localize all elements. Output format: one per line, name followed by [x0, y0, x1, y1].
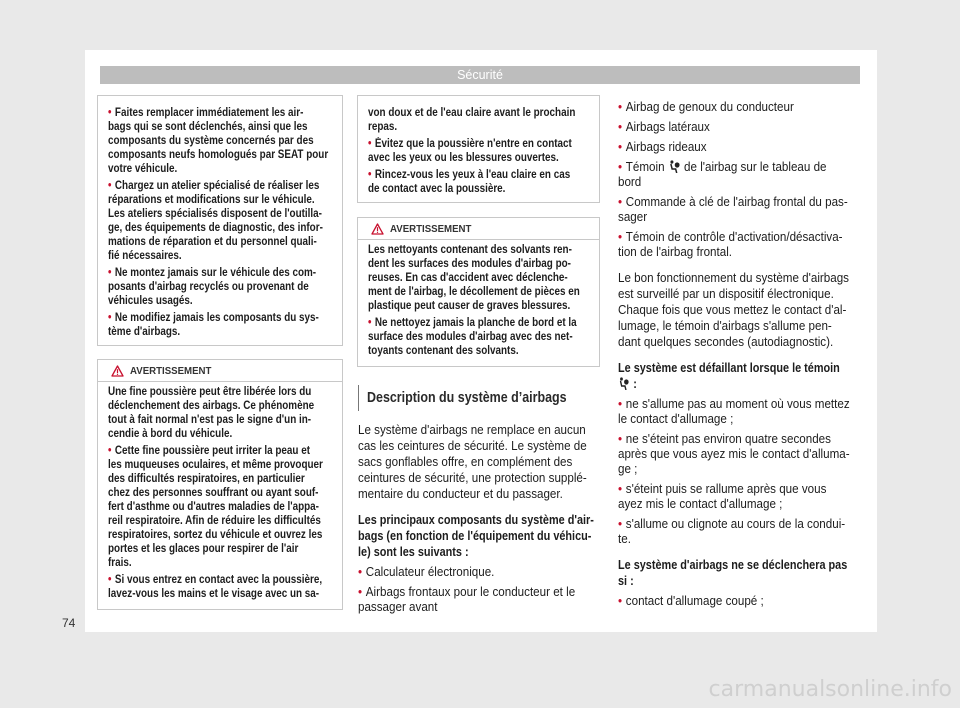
text-segment: Le système d'airbags ne remplace en aucun: [358, 423, 586, 437]
text-line: [358, 454, 583, 470]
text-segment: Faites remplacer immédiatement les air-: [114, 107, 304, 119]
bullet-icon: •: [108, 312, 112, 324]
text-segment: ceintures de sécurité, une protection supplé-: [358, 471, 587, 485]
bullet-icon: •: [618, 140, 623, 154]
text-line: [368, 299, 571, 313]
watermark: carmanualsonline.info: [708, 677, 952, 702]
text-segment: Évitez que la poussière n'entre en contact: [374, 138, 572, 150]
text-segment: te.: [618, 532, 631, 546]
bullet-item: [618, 230, 863, 260]
text-line: [618, 120, 846, 135]
text-line: [368, 344, 560, 358]
text-line: [368, 151, 560, 165]
text-segment: véhicules usagés.: [108, 295, 193, 307]
bullet-item: [108, 311, 334, 339]
text-segment: Chargez un atelier spécialisé de réaliser les: [114, 180, 320, 192]
text-line: [358, 585, 583, 600]
text-line: [618, 270, 850, 286]
bullet-item: [618, 195, 863, 225]
bullet-icon: •: [618, 397, 623, 411]
text-line: [618, 334, 846, 350]
text-segment: si :: [618, 574, 634, 588]
warning-header: [98, 360, 342, 382]
text-segment: bord: [618, 175, 642, 189]
text-segment: mations de réparation et du personnel quali-: [108, 236, 317, 248]
text-segment: ment de l'airbag, le décollement de pièces en: [368, 286, 580, 298]
text-line: [108, 280, 309, 294]
warning-label: AVERTISSEMENT: [130, 364, 212, 377]
text-line: [108, 207, 322, 221]
warning-triangle-icon: [111, 365, 124, 377]
text-segment: :: [630, 377, 637, 391]
warning-header: [358, 218, 599, 240]
bullet-icon: •: [358, 585, 363, 599]
text-segment: bags qui se sont déclenchés, ainsi que les: [108, 121, 308, 133]
text-segment: ayez mis le contact d'allumage ;: [618, 497, 783, 511]
text-line: [618, 462, 846, 477]
text-line: [618, 482, 846, 497]
chapter-title: Sécurité: [457, 68, 503, 82]
text-line: [618, 432, 846, 447]
text-segment: portes et les glaces pour respirer de l'air: [108, 543, 299, 555]
text-line: [368, 182, 560, 196]
bullet-icon: •: [618, 195, 623, 209]
text-line: [108, 221, 323, 235]
bullet-item: [618, 517, 863, 547]
bullet-item: [618, 120, 863, 135]
bullet-icon: •: [108, 180, 112, 192]
bullet-icon: •: [618, 517, 623, 531]
text-segment: Témoin: [625, 160, 668, 174]
text-line: [618, 360, 840, 376]
paragraph: [358, 422, 600, 502]
text-line: [108, 573, 323, 587]
text-segment: chez des personnes souffrant ou ayant souf-: [108, 487, 319, 499]
bullet-item: [618, 397, 863, 427]
text-segment: Airbags frontaux pour le conducteur et le: [365, 585, 576, 599]
text-line: [618, 412, 846, 427]
text-segment: surface des modules d'airbag avec des net-: [368, 331, 573, 343]
bullet-item: [618, 100, 863, 115]
text-segment: Airbags latéraux: [625, 120, 710, 134]
text-segment: Les principaux composants du système d'air-: [358, 513, 594, 527]
warning-box: [357, 217, 600, 367]
text-line: [368, 330, 573, 344]
bullet-item: [358, 565, 600, 580]
text-line: [618, 557, 848, 573]
text-line: [368, 106, 576, 120]
text-line: [108, 542, 302, 556]
text-segment: composants du système concernés par des: [108, 135, 314, 147]
text-line: [108, 106, 302, 120]
text-line: [618, 517, 846, 532]
text-line: [108, 266, 317, 280]
text-line: [368, 271, 568, 285]
bullet-item: [108, 179, 334, 263]
text-segment: lavez-vous les mains et le visage avec un sa-: [108, 588, 320, 600]
text-line: [108, 399, 315, 413]
text-segment: Commande à clé de l'airbag frontal du pas-: [625, 195, 848, 209]
text-line: [108, 587, 320, 601]
text-segment: réparations et modifications sur le véhicule.: [108, 194, 315, 206]
text-line: [358, 422, 586, 438]
text-segment: est surveillé par un dispositif électronique.: [618, 287, 834, 301]
text-segment: de contact avec la poussière.: [368, 183, 506, 195]
text-segment: toyants contenant des solvants.: [368, 345, 519, 357]
text-segment: dent les surfaces des modules d'airbag po-: [368, 258, 571, 270]
text-segment: déclenchement des airbags. Ce phénomène: [108, 400, 315, 412]
column-3: [618, 100, 863, 609]
text-line: [108, 458, 323, 472]
bullet-icon: •: [108, 574, 112, 586]
text-segment: s'éteint puis se rallume après que vous: [625, 482, 827, 496]
bullet-icon: •: [618, 432, 623, 446]
airbag-warning-light-icon: [619, 377, 629, 390]
text-segment: bags (en fonction de l'équipement du véhicu-: [358, 529, 592, 543]
text-line: [358, 600, 583, 615]
bullet-item: [368, 137, 591, 165]
paragraph: [368, 243, 591, 313]
text-segment: avec les yeux ou les blessures ouvertes.: [368, 152, 559, 164]
bullet-icon: •: [618, 120, 623, 134]
text-line: [108, 148, 329, 162]
text-segment: mentaire du conducteur et du passager.: [358, 487, 563, 501]
warning-body: [98, 382, 342, 609]
text-segment: Ne modifiez jamais les composants du sys-: [114, 312, 319, 324]
text-segment: frais.: [108, 557, 132, 569]
airbag-system-section: [358, 385, 600, 615]
text-segment: Airbags rideaux: [625, 140, 707, 154]
text-line: [618, 447, 850, 462]
section-title: Description du système d’airbags: [367, 390, 567, 406]
text-segment: Le système d'airbags ne se déclenchera pas: [618, 558, 848, 572]
text-line: [108, 444, 311, 458]
text-line: [358, 565, 583, 580]
text-line: [108, 325, 302, 339]
text-line: [368, 137, 572, 151]
text-line: [108, 486, 319, 500]
chapter-header: [100, 66, 860, 84]
text-segment: tème d'airbags.: [108, 326, 181, 338]
text-line: [108, 134, 314, 148]
bullet-item: [368, 168, 591, 196]
text-line: [618, 573, 831, 589]
text-line: [368, 168, 571, 182]
bullet-icon: •: [618, 594, 623, 608]
text-segment: ge, des équipements de diagnostic, des infor-: [108, 222, 323, 234]
bullet-item: [618, 594, 863, 609]
text-line: [108, 193, 315, 207]
text-segment: Airbag de genoux du conducteur: [625, 100, 794, 114]
text-line: [618, 175, 846, 190]
text-line: [108, 162, 302, 176]
text-line: [618, 195, 846, 210]
text-line: [108, 427, 302, 441]
text-line: [618, 318, 846, 334]
text-line: [108, 235, 317, 249]
text-segment: Si vous entrez en contact avec la poussière,: [114, 574, 323, 586]
text-line: [368, 243, 572, 257]
text-line: [108, 249, 302, 263]
text-line: [618, 397, 850, 412]
column-2: [357, 95, 600, 615]
paragraph: [618, 360, 863, 392]
text-segment: après que vous ayez mis le contact d'alluma-: [618, 447, 850, 461]
paragraph: [618, 557, 863, 589]
text-line: [108, 385, 312, 399]
text-segment: reil respiratoire. Afin de réduire les difficultés: [108, 515, 321, 527]
text-line: [618, 210, 846, 225]
text-segment: ne s'éteint pas environ quatre secondes: [625, 432, 831, 446]
text-segment: Rincez-vous les yeux à l'eau claire en cas: [374, 169, 571, 181]
bullet-icon: •: [108, 267, 112, 279]
text-segment: posants d'airbag recyclés ou provenant de: [108, 281, 309, 293]
text-line: [368, 285, 580, 299]
paragraph: [368, 106, 591, 134]
bullet-icon: •: [368, 317, 372, 329]
bullet-item: [108, 106, 334, 176]
bullet-icon: •: [368, 138, 372, 150]
text-line: [108, 294, 302, 308]
text-segment: Les nettoyants contenant des solvants ren-: [368, 244, 572, 256]
text-segment: Chaque fois que vous mettez le contact d'al-: [618, 303, 847, 317]
section-body: [358, 422, 600, 615]
text-segment: s'allume ou clignote au cours de la condui-: [625, 517, 846, 531]
text-segment: tion de l'airbag frontal.: [618, 245, 733, 259]
bullet-icon: •: [618, 230, 623, 244]
text-segment: respiratoires, sortez du véhicule et ouvrez les: [108, 529, 323, 541]
text-segment: lumage, le témoin d'airbags s'allume pen-: [618, 319, 832, 333]
text-segment: plastique peut causer de graves blessures.: [368, 300, 571, 312]
text-segment: le) sont les suivants :: [358, 545, 469, 559]
text-line: [358, 544, 569, 560]
column-1: [97, 95, 343, 610]
text-segment: le contact d'allumage ;: [618, 412, 734, 426]
text-segment: cas les ceintures de sécurité. Le système de: [358, 439, 587, 453]
text-line: [618, 497, 846, 512]
text-line: [618, 230, 846, 245]
airbag-warning-light-icon: [669, 160, 680, 173]
bullet-item: [358, 585, 600, 615]
text-segment: Ne montez jamais sur le véhicule des com-: [114, 267, 317, 279]
text-line: [108, 514, 321, 528]
text-segment: sager: [618, 210, 648, 224]
text-segment: Une fine poussière peut être libérée lors du: [108, 386, 312, 398]
text-segment: votre véhicule.: [108, 163, 178, 175]
text-segment: Ne nettoyez jamais la planche de bord et la: [374, 317, 577, 329]
text-line: [108, 413, 312, 427]
text-segment: contact d'allumage coupé ;: [625, 594, 764, 608]
warning-triangle-icon: [371, 223, 384, 235]
text-line: [108, 311, 319, 325]
text-segment: ne s'allume pas au moment où vous mettez: [625, 397, 850, 411]
warning-box: [97, 359, 343, 610]
text-segment: Témoin de contrôle d'activation/désactiva-: [625, 230, 843, 244]
text-line: [618, 160, 846, 175]
text-line: [108, 528, 323, 542]
bullet-icon: •: [618, 100, 623, 114]
text-line: [358, 486, 583, 502]
text-segment: reuses. En cas d'accident avec déclenche-: [368, 272, 568, 284]
text-line: [358, 512, 594, 528]
text-line: [108, 472, 305, 486]
text-line: [618, 302, 846, 318]
text-segment: de l'airbag sur le tableau de: [680, 160, 827, 174]
bullet-item: [618, 482, 863, 512]
bullet-item: [108, 573, 334, 601]
text-line: [618, 532, 846, 547]
warning-label: AVERTISSEMENT: [390, 222, 472, 235]
text-segment: des difficultés respiratoires, en particulier: [108, 473, 305, 485]
text-segment: tout à fait normal n'est pas le signe d'un in-: [108, 414, 312, 426]
warning-body: [358, 240, 599, 366]
page-number: 74: [62, 616, 76, 630]
text-segment: sacs gonflables offre, en complément des: [358, 455, 573, 469]
text-line: [358, 470, 587, 486]
bullet-icon: •: [108, 107, 112, 119]
text-segment: Les ateliers spécialisés disposent de l'outilla-: [108, 208, 322, 220]
bullet-icon: •: [368, 169, 372, 181]
text-line: [618, 594, 846, 609]
text-segment: Calculateur électronique.: [365, 565, 495, 579]
text-segment: von doux et de l'eau claire avant le prochain: [368, 107, 576, 119]
text-segment: les muqueuses oculaires, et même provoquer: [108, 459, 323, 471]
section-heading: [358, 385, 600, 411]
note-box-continued: [357, 95, 600, 203]
text-line: [618, 140, 846, 155]
text-line: [618, 245, 846, 260]
text-segment: fié nécessaires.: [108, 250, 182, 262]
text-line: [358, 438, 587, 454]
text-line: [358, 528, 592, 544]
bullet-item: [618, 140, 863, 155]
paragraph: [108, 385, 334, 441]
text-segment: Cette fine poussière peut irriter la peau et: [114, 445, 311, 457]
text-segment: ge ;: [618, 462, 638, 476]
text-line: [108, 500, 319, 514]
text-line: [368, 257, 571, 271]
text-segment: repas.: [368, 121, 398, 133]
text-line: [368, 120, 560, 134]
paragraph: [358, 512, 600, 560]
bullet-item: [618, 432, 863, 477]
text-line: [368, 316, 577, 330]
bullet-icon: •: [618, 160, 623, 174]
text-segment: cendie à bord du véhicule.: [108, 428, 233, 440]
text-line: [108, 179, 320, 193]
text-line: [618, 376, 831, 392]
note-box: [97, 95, 343, 346]
text-segment: passager avant: [358, 600, 438, 614]
paragraph: [618, 270, 863, 350]
text-line: [108, 556, 302, 570]
bullet-icon: •: [618, 482, 623, 496]
text-segment: Le système est défaillant lorsque le témoin: [618, 361, 840, 375]
bullet-item: [108, 266, 334, 308]
text-segment: dant quelques secondes (autodiagnostic).: [618, 335, 834, 349]
bullet-item: [108, 444, 334, 570]
text-segment: composants neufs homologués par SEAT pour: [108, 149, 329, 161]
bullet-item: [368, 316, 591, 358]
text-segment: Le bon fonctionnement du système d'airbags: [618, 271, 850, 285]
text-segment: fert d'asthme ou d'autres maladies de l'appa-: [108, 501, 319, 513]
bullet-icon: •: [358, 565, 363, 579]
text-line: [618, 286, 846, 302]
text-line: [618, 100, 846, 115]
text-line: [108, 120, 308, 134]
bullet-icon: •: [108, 445, 112, 457]
bullet-item: [618, 160, 863, 190]
